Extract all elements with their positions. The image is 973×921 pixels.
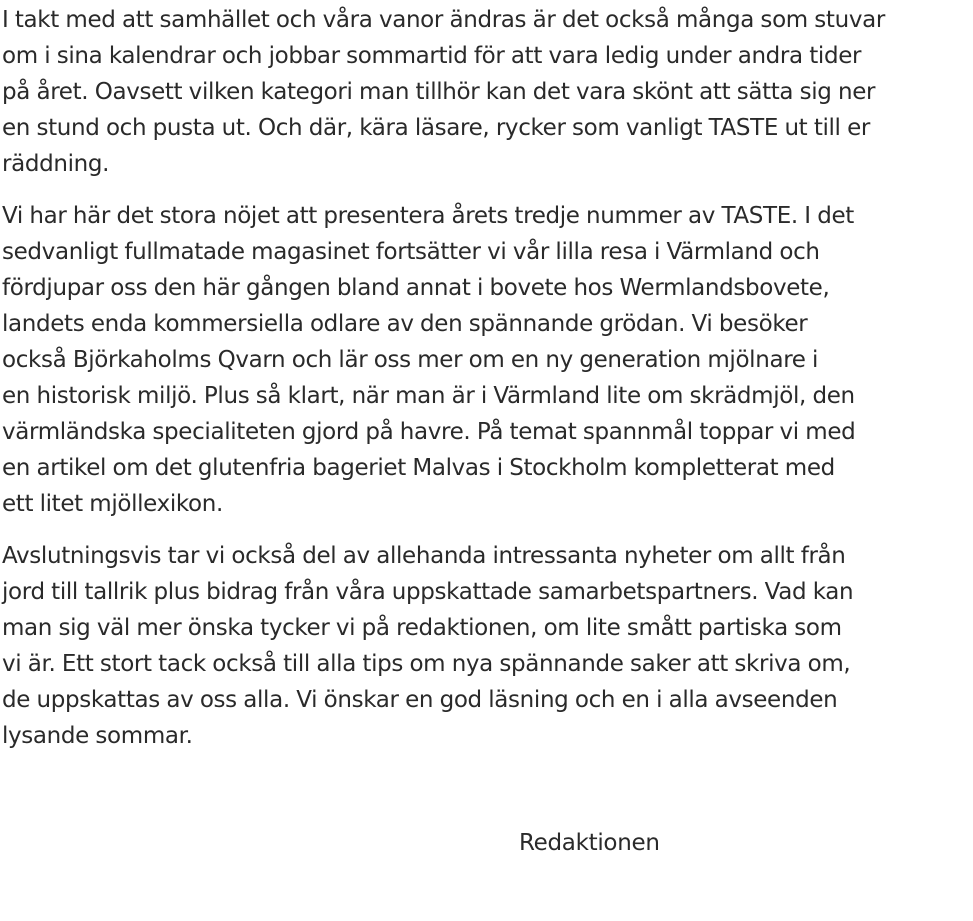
paragraph-1 bbox=[2, 2, 972, 182]
text-line: på året. Oavsett vilken kategori man tillhör kan det vara skönt att sätta sig ner bbox=[2, 79, 876, 105]
text-line: värmländska specialiteten gjord på havre. På temat spannmål toppar vi med bbox=[2, 419, 856, 445]
text-line: en historisk miljö. Plus så klart, när man är i Värmland lite om skrädmjöl, den bbox=[2, 383, 855, 409]
article-body bbox=[2, 2, 972, 770]
paragraph-2 bbox=[2, 198, 972, 522]
text-line: de uppskattas av oss alla. Vi önskar en god läsning och en i alla avseenden bbox=[2, 687, 838, 713]
text-line: en stund och pusta ut. Och där, kära läsare, rycker som vanligt TASTE ut till er bbox=[2, 115, 870, 141]
paragraph-3 bbox=[2, 538, 972, 754]
text-line: I takt med att samhället och våra vanor ändras är det också många som stuvar bbox=[2, 7, 885, 33]
text-line: en artikel om det glutenfria bageriet Malvas i Stockholm kompletterat med bbox=[2, 455, 835, 481]
text-line: landets enda kommersiella odlare av den spännande grödan. Vi besöker bbox=[2, 311, 808, 337]
text-line: fördjupar oss den här gången bland annat i bovete hos Wermlandsbovete, bbox=[2, 275, 830, 301]
text-line: räddning. bbox=[2, 151, 110, 177]
text-line: sedvanligt fullmatade magasinet fortsätter vi vår lilla resa i Värmland och bbox=[2, 239, 820, 265]
text-line: Vi har här det stora nöjet att presentera årets tredje nummer av TASTE. I det bbox=[2, 203, 854, 229]
text-line: också Björkaholms Qvarn och lär oss mer om en ny generation mjölnare i bbox=[2, 347, 819, 373]
text-line: ett litet mjöllexikon. bbox=[2, 491, 223, 517]
text-line: om i sina kalendrar och jobbar sommartid för att vara ledig under andra tider bbox=[2, 43, 862, 69]
text-line: man sig väl mer önska tycker vi på redaktionen, om lite smått partiska som bbox=[2, 615, 842, 641]
text-line: vi är. Ett stort tack också till alla tips om nya spännande saker att skriva om, bbox=[2, 651, 851, 677]
signature: Redaktionen bbox=[519, 830, 660, 856]
text-line: lysande sommar. bbox=[2, 723, 193, 749]
text-line: jord till tallrik plus bidrag från våra uppskattade samarbetspartners. Vad kan bbox=[2, 579, 854, 605]
text-line: Avslutningsvis tar vi också del av allehanda intressanta nyheter om allt från bbox=[2, 543, 846, 569]
